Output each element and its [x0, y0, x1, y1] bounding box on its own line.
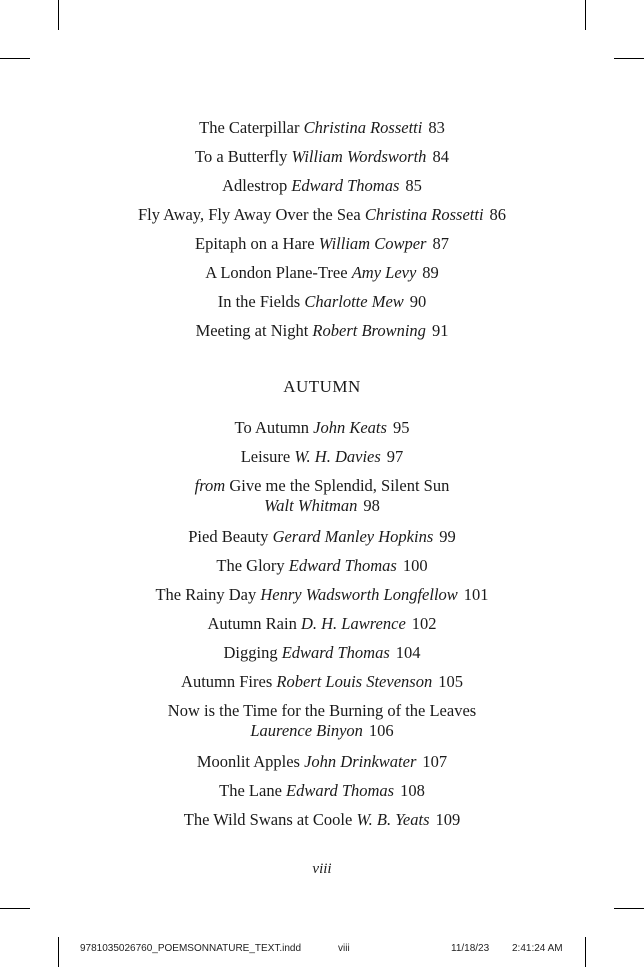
section-heading-autumn: AUTUMN: [283, 377, 361, 396]
slug-time: 2:41:24 AM: [512, 943, 563, 954]
poem-title: Epitaph on a Hare: [195, 234, 315, 253]
poem-author: Edward Thomas: [286, 781, 395, 800]
poem-title: The Wild Swans at Coole: [183, 810, 353, 829]
poem-author: John Keats: [313, 418, 387, 437]
poem-title: Autumn Rain: [207, 614, 297, 633]
crop-mark: [58, 0, 59, 30]
poem-title: The Caterpillar: [199, 118, 300, 137]
poem-title: Adlestrop: [222, 176, 288, 195]
page-number: 89: [422, 263, 439, 282]
page-number: 101: [463, 585, 489, 604]
poem-title: Moonlit Apples: [196, 752, 300, 771]
poem-author: Charlotte Mew: [304, 292, 404, 311]
crop-mark: [585, 0, 586, 30]
toc-entry[interactable]: [0, 176, 644, 196]
slug-filename: 9781035026760_POEMSONNATURE_TEXT.indd: [80, 943, 302, 954]
page-number: 84: [432, 147, 449, 166]
page-number: 108: [400, 781, 425, 800]
poem-title: To Autumn: [234, 418, 310, 437]
toc-entry[interactable]: [0, 614, 644, 634]
page-number: 91: [431, 321, 449, 340]
slug-page: viii: [338, 943, 350, 954]
poem-title: Fly Away, Fly Away Over the Sea: [137, 205, 361, 224]
poem-author: Gerard Manley Hopkins: [272, 527, 434, 546]
page-number: 83: [428, 118, 445, 137]
page-number: 99: [439, 527, 456, 546]
poem-title: In the Fields: [217, 292, 301, 311]
page-number: 98: [363, 496, 380, 515]
page-number: 86: [489, 205, 507, 224]
page-number: 106: [368, 721, 394, 740]
crop-mark: [0, 58, 30, 59]
toc-entry[interactable]: [0, 476, 644, 516]
poem-author: Edward Thomas: [281, 643, 390, 662]
poem-author: Edward Thomas: [288, 556, 397, 575]
poem-title: Digging: [223, 643, 278, 662]
poem-author: D. H. Lawrence: [300, 614, 406, 633]
toc-entry[interactable]: [0, 118, 644, 138]
page-number: 87: [432, 234, 449, 253]
crop-mark: [614, 908, 644, 909]
poem-author: Christina Rossetti: [364, 205, 484, 224]
poem-author: John Drinkwater: [304, 752, 417, 771]
poem-title: Now is the Time for the Burning of the Leaves: [167, 701, 477, 720]
poem-author: William Wordsworth: [291, 147, 427, 166]
poem-title: Give me the Splendid, Silent Sun: [229, 476, 450, 495]
poem-author: Amy Levy: [351, 263, 417, 282]
poem-author: W. H. Davies: [294, 447, 381, 466]
poem-author: Edward Thomas: [291, 176, 400, 195]
poem-title: The Lane: [219, 781, 282, 800]
poem-title: Meeting at Night: [195, 321, 309, 340]
toc-entry[interactable]: [0, 234, 644, 254]
toc-entry[interactable]: [0, 447, 644, 467]
toc-entry[interactable]: [0, 701, 644, 741]
poem-author: Robert Browning: [312, 321, 426, 340]
crop-mark: [58, 937, 59, 967]
page-folio: viii: [312, 861, 332, 877]
poem-author: Henry Wadsworth Longfellow: [260, 585, 458, 604]
toc-entry[interactable]: [0, 643, 644, 663]
page-number: 107: [422, 752, 448, 771]
toc-entry[interactable]: [0, 752, 644, 772]
page-number: 95: [392, 418, 410, 437]
toc-entry[interactable]: [0, 781, 644, 801]
poem-author: William Cowper: [318, 234, 427, 253]
page-number: 90: [409, 292, 427, 311]
toc-entry[interactable]: [0, 147, 644, 167]
page-number: 109: [435, 810, 461, 829]
poem-author: Walt Whitman: [264, 496, 358, 515]
page-number: 85: [405, 176, 422, 195]
poem-prefix: from: [194, 476, 226, 495]
poem-author: Laurence Binyon: [250, 721, 363, 740]
page-number: 100: [402, 556, 428, 575]
toc-entry[interactable]: [0, 810, 644, 830]
toc-entry[interactable]: [0, 672, 644, 692]
toc-entry[interactable]: [0, 263, 644, 283]
poem-author: Christina Rossetti: [303, 118, 423, 137]
toc-entry[interactable]: [0, 418, 644, 438]
page-number: 105: [438, 672, 463, 691]
poem-author: Robert Louis Stevenson: [276, 672, 433, 691]
poem-author: W. B. Yeats: [356, 810, 430, 829]
poem-title: To a Butterfly: [195, 147, 288, 166]
poem-title: Leisure: [240, 447, 291, 466]
crop-mark: [585, 937, 586, 967]
toc-entry[interactable]: [0, 527, 644, 547]
poem-title: The Rainy Day: [155, 585, 257, 604]
crop-mark: [0, 908, 30, 909]
page-number: 97: [386, 447, 404, 466]
toc-entry[interactable]: [0, 585, 644, 605]
page-number: 104: [395, 643, 421, 662]
poem-title: The Glory: [216, 556, 285, 575]
crop-mark: [614, 58, 644, 59]
poem-title: A London Plane-Tree: [205, 263, 348, 282]
toc-entry[interactable]: [0, 292, 644, 312]
toc-entry[interactable]: [0, 321, 644, 341]
poem-title: Pied Beauty: [188, 527, 269, 546]
poem-title: Autumn Fires: [181, 672, 273, 691]
toc-entry[interactable]: [0, 556, 644, 576]
toc-entry[interactable]: [0, 205, 644, 225]
slug-date: 11/18/23: [451, 943, 490, 954]
page-number: 102: [411, 614, 437, 633]
